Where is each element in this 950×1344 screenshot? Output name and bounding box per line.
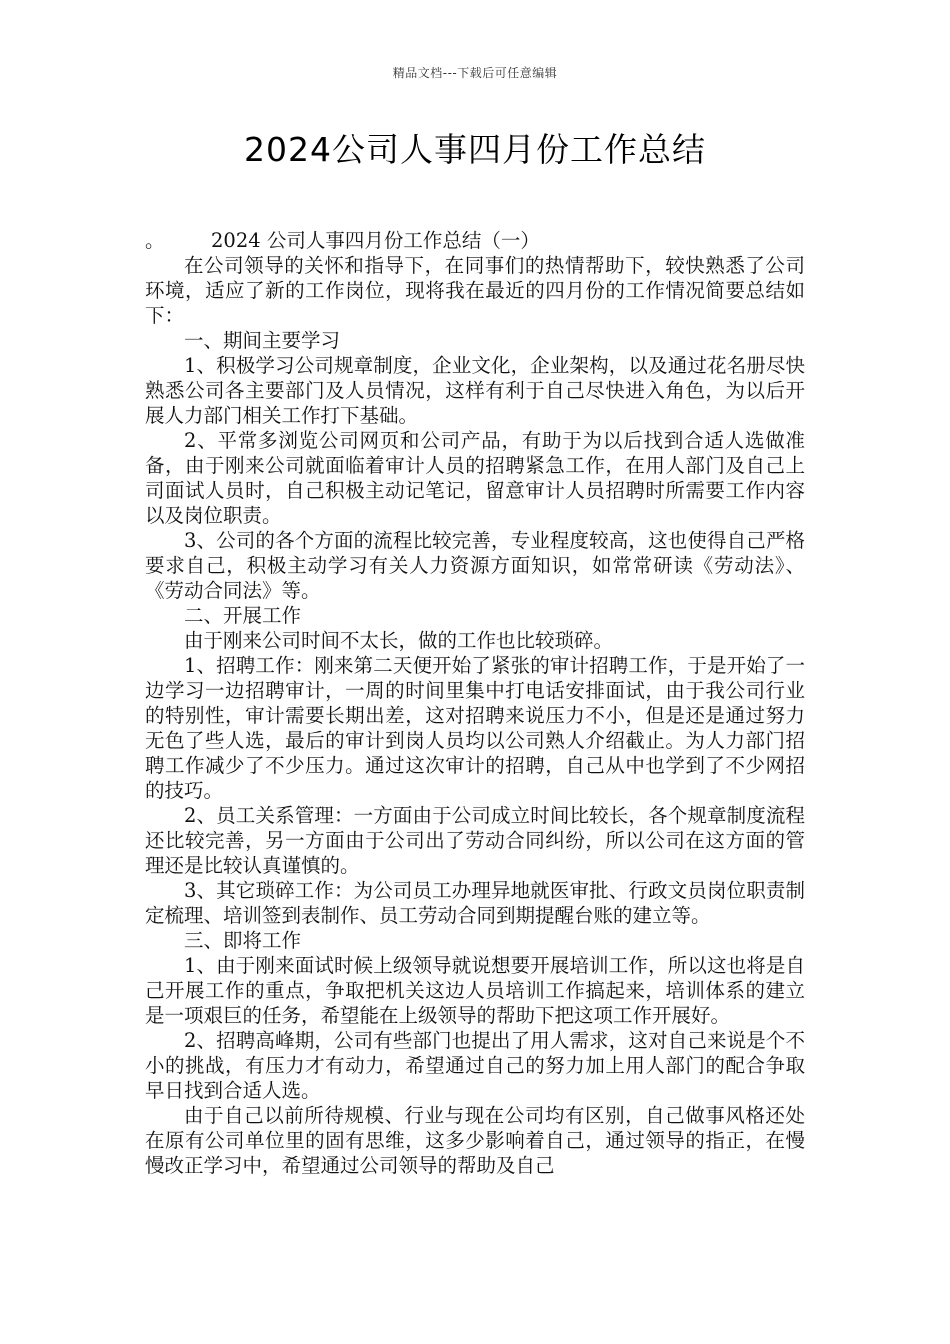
paragraph-work-1: 1、招聘工作：刚来第二天便开始了紧张的审计招聘工作，于是开始了一边学习一边招聘审计，一周的时间里集中打电话安排面试，由于我公司行业的特别性，审计需要长期出差，这对招聘来说压力不小，但是还是通过努力无色了些人选，最后的审计到岗人员均以公司熟人介绍截止。为人力部门招聘工作减少了不少压力。通过这次审计的招聘，自己从中也学到了不少网招的技巧。 xyxy=(145,654,805,802)
page-header: 精品文档---下载后可任意编辑 xyxy=(392,66,558,80)
paragraph-study-1: 1、积极学习公司规章制度，企业文化，企业架构，以及通过花名册尽快熟悉公司各主要部门及人员情况，这样有利于自己尽快进入角色，为以后开展人力部门相关工作打下基础。 xyxy=(145,354,805,427)
paragraph-study-3: 3、公司的各个方面的流程比较完善，专业程度较高，这也使得自己严格要求自己，积极主动学习有关人力资源方面知识，如常常研读《劳动法》、《劳动合同法》等。 xyxy=(145,529,805,602)
paragraph-upcoming-2: 2、招聘高峰期，公司有些部门也提出了用人需求，这对自己来说是个不小的挑战，有压力才有动力，希望通过自己的努力加上用人部门的配合争取早日找到合适人选。 xyxy=(145,1029,805,1102)
paragraph-work-intro: 由于刚来公司时间不太长，做的工作也比较琐碎。 xyxy=(184,629,614,652)
document-body xyxy=(145,228,805,1178)
paragraph-work-2: 2、员工关系管理：一方面由于公司成立时间比较长，各个规章制度流程还比较完善，另一方面由于公司出了劳动合同纠纷，所以公司在这方面的管理还是比较认真谨慎的。 xyxy=(145,804,805,877)
intro-paragraph: 在公司领导的关怀和指导下，在同事们的热情帮助下，较快熟悉了公司环境，适应了新的工作岗位，现将我在最近的四月份的工作情况简要总结如下： xyxy=(145,254,805,327)
document-title: 2024公司人事四月份工作总结 xyxy=(244,130,706,169)
section-heading-study: 一、期间主要学习 xyxy=(184,329,341,352)
document-subtitle xyxy=(145,228,805,253)
paragraph-study-2: 2、平常多浏览公司网页和公司产品，有助于为以后找到合适人选做准备，由于刚来公司就面临着审计人员的招聘紧急工作，在用人部门及自己上司面试人员时，自己积极主动记笔记，留意审计人员招聘时所需要工作内容以及岗位职责。 xyxy=(145,429,805,527)
paragraph-work-3: 3、其它琐碎工作：为公司员工办理异地就医审批、行政文员岗位职责制定梳理、培训签到表制作、员工劳动合同到期提醒台账的建立等。 xyxy=(145,879,805,927)
section-heading-work: 二、开展工作 xyxy=(184,604,302,627)
section-heading-upcoming: 三、即将工作 xyxy=(184,929,302,952)
paragraph-upcoming-1: 1、由于刚来面试时候上级领导就说想要开展培训工作，所以这也将是自己开展工作的重点，争取把机关这边人员培训工作搞起来，培训体系的建立是一项艰巨的任务，希望能在上级领导的帮助下把这项工作开展好。 xyxy=(145,954,805,1027)
paragraph-closing: 由于自己以前所待规模、行业与现在公司均有区别，自己做事风格还处在原有公司单位里的固有思维，这多少影响着自己，通过领导的指正，在慢慢改正学习中，希望通过公司领导的帮助及自己 xyxy=(145,1104,805,1177)
subtitle-mark: 。 xyxy=(145,229,165,252)
subtitle-text: 2024 公司人事四月份工作总结（一） xyxy=(211,229,540,252)
